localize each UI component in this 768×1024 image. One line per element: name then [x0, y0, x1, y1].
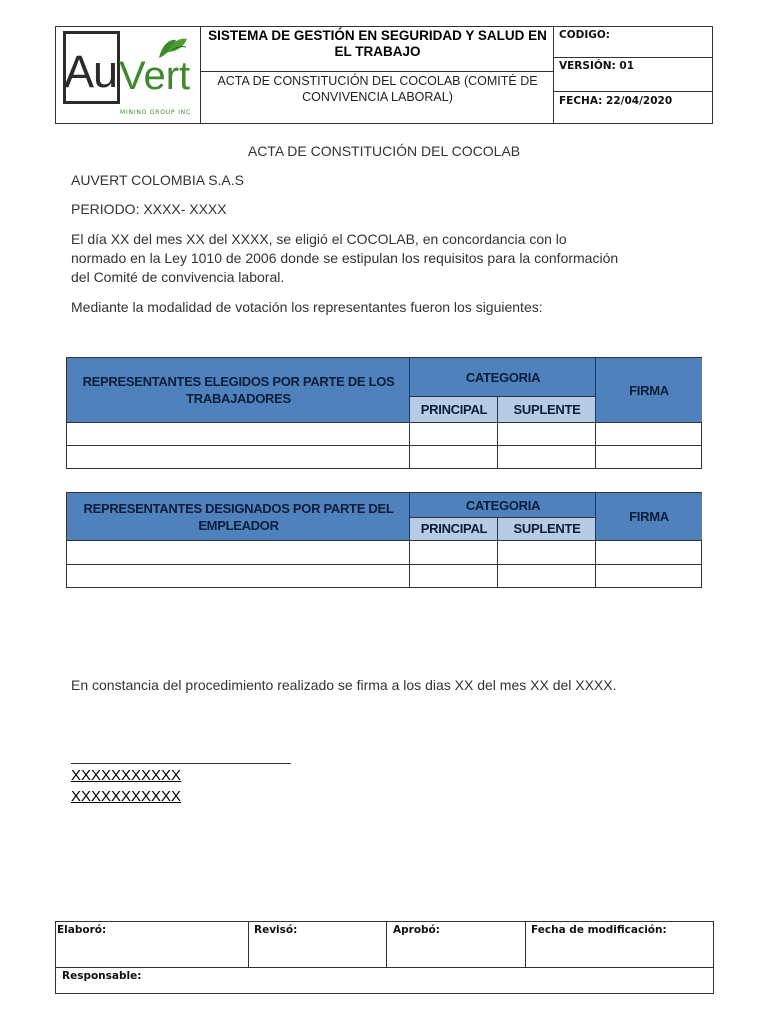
- reviso-label: Revisó:: [254, 924, 298, 936]
- document-title: ACTA DE CONSTITUCIÓN DEL COCOLAB: [247, 143, 521, 159]
- paragraph-line: El día XX del mes XX del XXXX, se eligió el COCOLAB, en concordancia con lo: [71, 231, 567, 247]
- acta-subtitle: ACTA DE CONSTITUCIÓN DEL COCOLAB (COMITÉ DE CONVIVENCIA LABORAL): [217, 74, 538, 104]
- leaf-icon: [156, 36, 190, 62]
- signature-id: XXXXXXXXXXX: [71, 788, 182, 805]
- constancia-text: En constancia del procedimiento realizado se firma a los dias XX del mes XX del XXXX.: [71, 677, 617, 693]
- column-header-suplente: SUPLENTE: [498, 517, 596, 540]
- column-header-categoria: CATEGORIA: [410, 358, 596, 396]
- document-footer: [55, 921, 714, 994]
- footer-divider: [56, 967, 713, 968]
- header-divider: [200, 71, 553, 72]
- logo-vert-text: Vert: [119, 54, 191, 98]
- column-header-principal: PRINCIPAL: [410, 396, 498, 422]
- table-row: [67, 540, 701, 541]
- signature-line: [71, 763, 291, 764]
- table-trabajadores: [66, 357, 702, 469]
- table-empleador: [66, 492, 702, 588]
- table-row: [67, 445, 701, 446]
- fecha-label: FECHA: 22/04/2020: [559, 95, 673, 107]
- system-title: SISTEMA DE GESTIÓN EN SEGURIDAD Y SALUD EN EL TRABAJO: [208, 28, 547, 59]
- table-row: [67, 564, 701, 565]
- table-divider: [409, 517, 596, 518]
- table-divider: [595, 358, 596, 468]
- footer-divider: [386, 922, 387, 968]
- column-header-suplente: SUPLENTE: [498, 396, 596, 422]
- footer-divider: [248, 922, 249, 968]
- header-divider: [553, 57, 713, 58]
- paragraph-line: del Comité de convivencia laboral.: [71, 269, 285, 285]
- footer-divider: [525, 922, 526, 968]
- column-header-representantes: REPRESENTANTES DESIGNADOS POR PARTE DEL EMPLEADOR: [67, 493, 410, 540]
- votacion-text: Mediante la modalidad de votación los representantes fueron los siguientes:: [71, 299, 543, 315]
- version-label: VERSIÓN: 01: [559, 60, 635, 72]
- codigo-label: CODIGO:: [559, 29, 610, 41]
- table-divider: [409, 358, 410, 468]
- logo-au-text: Au: [64, 46, 118, 97]
- fecha-modificacion-label: Fecha de modificación:: [531, 924, 667, 936]
- signature-name: XXXXXXXXXXX: [71, 767, 182, 784]
- responsable-label: Responsable:: [62, 970, 142, 982]
- table-divider: [497, 517, 498, 587]
- periodo-text: PERIODO: XXXX- XXXX: [71, 201, 227, 217]
- paragraph-line: normado en la Ley 1010 de 2006 donde se estipulan los requisitos para la conformación: [71, 250, 619, 266]
- header-divider: [553, 91, 713, 92]
- column-header-categoria: CATEGORIA: [410, 493, 596, 517]
- column-header-principal: PRINCIPAL: [410, 517, 498, 540]
- column-header-firma: FIRMA: [596, 358, 702, 422]
- company-name: AUVERT COLOMBIA S.A.S: [71, 172, 244, 188]
- logo-tagline: MINING GROUP INC: [120, 109, 191, 116]
- column-header-firma: FIRMA: [596, 493, 702, 540]
- aprobo-label: Aprobó:: [393, 924, 440, 936]
- table-divider: [497, 396, 498, 468]
- table-row: [67, 422, 701, 423]
- elaboro-label: Elaboró:: [57, 924, 107, 936]
- column-header-representantes: REPRESENTANTES ELEGIDOS POR PARTE DE LOS TRABAJADORES: [67, 358, 410, 422]
- document-header: [55, 26, 713, 124]
- table-divider: [409, 396, 596, 397]
